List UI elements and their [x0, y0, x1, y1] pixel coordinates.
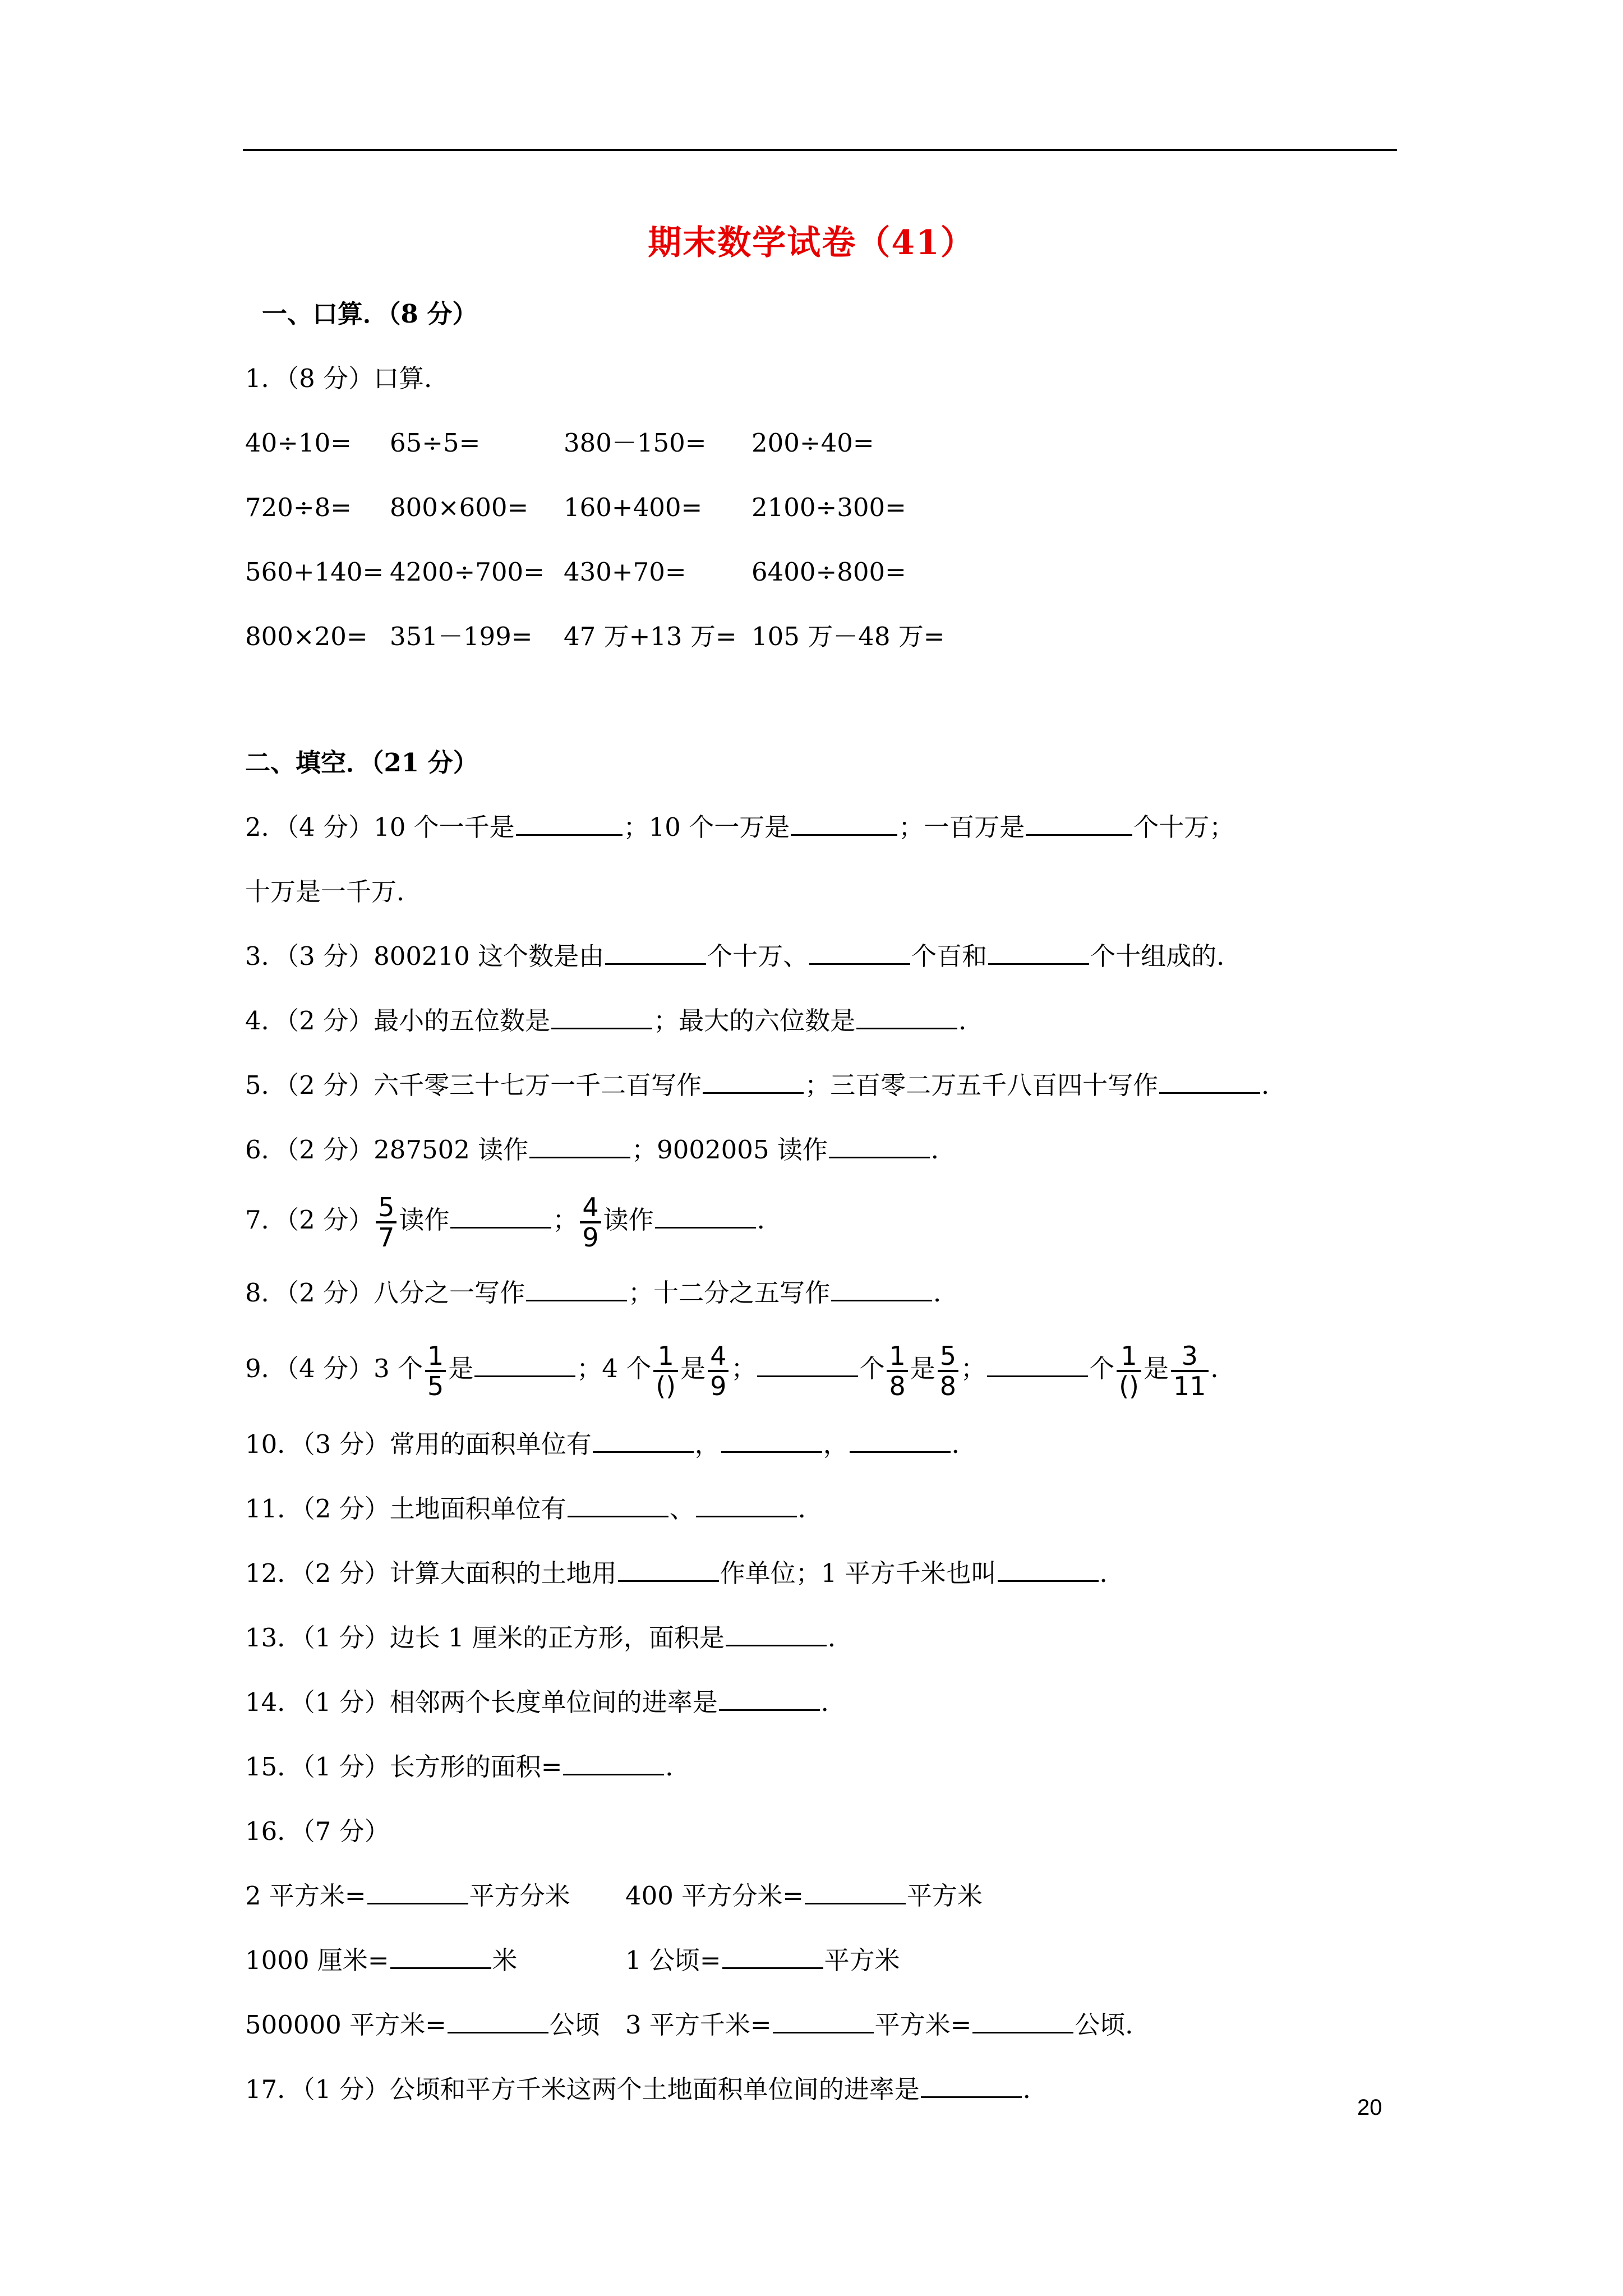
- q9-text: 个: [1089, 1354, 1115, 1383]
- q4-text: ；最大的六位数是: [653, 1006, 856, 1036]
- numerator: 3: [1171, 1342, 1209, 1372]
- answer-blank[interactable]: [721, 1428, 822, 1453]
- fraction: [887, 1342, 907, 1400]
- question-3: [245, 940, 1242, 973]
- answer-blank[interactable]: [474, 1352, 575, 1377]
- answer-blank[interactable]: [390, 1944, 491, 1969]
- q12-text: ．: [1099, 1558, 1125, 1588]
- q9-text: ；4 个: [577, 1354, 652, 1383]
- q12-text: 12．（2 分）计算大面积的土地用: [245, 1558, 617, 1588]
- q11-text: ．: [797, 1494, 823, 1524]
- answer-blank[interactable]: [1026, 811, 1132, 836]
- answer-blank[interactable]: [726, 1621, 827, 1646]
- q15-text: ．: [665, 1752, 691, 1782]
- q13-text: 13．（1 分）边长 1 厘米的正方形，面积是: [245, 1623, 725, 1653]
- section2-heading: 二、填空．（21 分）: [245, 748, 478, 777]
- answer-blank[interactable]: [791, 811, 897, 836]
- q16-text: 1000 厘米=: [245, 1945, 389, 1975]
- answer-blank[interactable]: [722, 1944, 823, 1969]
- fraction: [708, 1342, 728, 1400]
- q16-text: 500000 平方米=: [245, 2010, 446, 2040]
- answer-blank[interactable]: [367, 1879, 468, 1904]
- q7-text: ；: [552, 1205, 578, 1235]
- q6-text: 6．（2 分）287502 读作: [245, 1135, 529, 1165]
- q2-text: ；一百万是: [898, 812, 1025, 842]
- q13-text: ．: [827, 1623, 853, 1653]
- numerator: 1: [425, 1342, 446, 1372]
- denominator: 8: [939, 1370, 957, 1401]
- q9-text: 是: [448, 1354, 474, 1383]
- fraction: [376, 1193, 396, 1251]
- fraction: [938, 1342, 958, 1400]
- denominator: 9: [582, 1222, 599, 1253]
- calc-cell: 800×600=: [390, 493, 529, 522]
- section1-heading: 一、口算．（8 分）: [262, 299, 478, 329]
- denominator: 7: [378, 1222, 395, 1253]
- q8-text: ．: [933, 1278, 959, 1308]
- calc-cell: 800×20=: [245, 622, 368, 651]
- answer-blank[interactable]: [850, 1428, 951, 1453]
- question-2: [245, 811, 1234, 844]
- answer-blank[interactable]: [988, 940, 1089, 965]
- q4-text: ．: [958, 1006, 984, 1036]
- answer-blank[interactable]: [655, 1203, 756, 1228]
- answer-blank[interactable]: [516, 811, 623, 836]
- answer-blank[interactable]: [805, 1879, 906, 1904]
- question-2-line2: 十万是一千万．: [245, 877, 422, 907]
- calc-cell: 351－199=: [390, 622, 533, 651]
- answer-blank[interactable]: [551, 1004, 652, 1029]
- header-rule: [243, 149, 1397, 151]
- q17-text: 17．（1 分）公顷和平方千米这两个土地面积单位间的进率是: [245, 2074, 920, 2104]
- answer-blank[interactable]: [773, 2008, 874, 2033]
- answer-blank[interactable]: [448, 2008, 548, 2033]
- q3-text: 个十万、: [707, 941, 809, 971]
- question-12: [245, 1557, 1125, 1590]
- question-6: [245, 1133, 956, 1167]
- q9-text: 是: [1143, 1354, 1169, 1383]
- answer-blank[interactable]: [809, 940, 910, 965]
- answer-blank[interactable]: [529, 1133, 630, 1158]
- question-7: [245, 1189, 782, 1251]
- q16-row1-left: [245, 1879, 570, 1913]
- q9-text: 是: [680, 1354, 706, 1383]
- q10-text: ，: [823, 1429, 849, 1459]
- q9-text: 是: [910, 1354, 935, 1383]
- q8-text: 8．（2 分）八分之一写作: [245, 1278, 525, 1308]
- q16-text: 公顷．: [1075, 2010, 1151, 2040]
- q7-text: 读作: [603, 1205, 654, 1235]
- q16-text: 1 公顷=: [625, 1945, 721, 1975]
- q14-text: ．: [820, 1687, 846, 1717]
- q10-text: ．: [951, 1429, 977, 1459]
- question-5: [245, 1069, 1287, 1102]
- answer-blank[interactable]: [703, 1069, 804, 1094]
- denominator: (): [656, 1370, 676, 1401]
- question-8: [245, 1276, 958, 1310]
- answer-blank[interactable]: [757, 1352, 858, 1377]
- q17-text: ．: [1022, 2074, 1048, 2104]
- q7-text: ．: [757, 1205, 782, 1235]
- q16-text: 公顷: [549, 2010, 600, 2040]
- q16-text: 平方米: [824, 1945, 900, 1975]
- numerator: 1: [887, 1342, 907, 1372]
- q15-text: 15．（1 分）长方形的面积=: [245, 1752, 562, 1782]
- fraction: [653, 1342, 678, 1400]
- q3-text: 个百和: [911, 941, 988, 971]
- q7-text: 读作: [399, 1205, 450, 1235]
- calc-cell: 720÷8=: [245, 493, 352, 522]
- q3-text: 3．（3 分）800210 这个数是由: [245, 941, 605, 971]
- question-4: [245, 1004, 984, 1038]
- q10-text: 10．（3 分）常用的面积单位有: [245, 1429, 592, 1459]
- calc-cell: 40÷10=: [245, 428, 352, 458]
- q8-text: ；十二分之五写作: [628, 1278, 831, 1308]
- q16-text: 平方分米: [469, 1881, 570, 1911]
- numerator: 5: [938, 1342, 958, 1372]
- q16-row3-right: [625, 2008, 1150, 2042]
- q11-text: 、: [669, 1494, 695, 1524]
- calc-cell: 6400÷800=: [751, 557, 906, 587]
- denominator: (): [1119, 1370, 1139, 1401]
- q16-row1-right: [625, 1879, 983, 1913]
- q1-label: 1．（8 分）口算．: [245, 364, 450, 393]
- question-11: [245, 1492, 823, 1526]
- q5-text: ；三百零二万五千八百四十写作: [805, 1070, 1159, 1100]
- question-15: [245, 1750, 690, 1784]
- numerator: 1: [1117, 1342, 1141, 1372]
- calc-cell: 2100÷300=: [751, 493, 906, 522]
- calc-cell: 380－150=: [564, 428, 707, 458]
- answer-blank[interactable]: [998, 1557, 1099, 1582]
- q7-text: 7．（2 分）: [245, 1205, 374, 1235]
- q16-text: 平方米: [906, 1881, 983, 1911]
- q16-text: 400 平方分米=: [625, 1881, 804, 1911]
- calc-cell: 430+70=: [564, 557, 686, 587]
- fraction: [580, 1193, 601, 1251]
- calc-cell: 47 万+13 万=: [564, 622, 737, 651]
- fraction: [1171, 1342, 1209, 1400]
- q12-text: 作单位；1 平方千米也叫: [720, 1558, 997, 1588]
- question-10: [245, 1428, 977, 1461]
- numerator: 5: [376, 1193, 396, 1223]
- question-14: [245, 1686, 846, 1719]
- q14-text: 14．（1 分）相邻两个长度单位间的进率是: [245, 1687, 718, 1717]
- q2-text: ；10 个一万是: [623, 812, 790, 842]
- answer-blank[interactable]: [921, 2073, 1022, 2098]
- answer-blank[interactable]: [526, 1276, 627, 1301]
- answer-blank[interactable]: [719, 1686, 820, 1711]
- q16-text: 米: [492, 1945, 518, 1975]
- answer-blank[interactable]: [856, 1004, 957, 1029]
- answer-blank[interactable]: [829, 1133, 930, 1158]
- q16-text: 2 平方米=: [245, 1881, 366, 1911]
- question-9: [245, 1338, 1236, 1400]
- q16-row3-left: [245, 2008, 600, 2042]
- numerator: 1: [653, 1342, 678, 1372]
- answer-blank[interactable]: [605, 940, 706, 965]
- fraction: [425, 1342, 446, 1400]
- answer-blank[interactable]: [450, 1203, 551, 1228]
- answer-blank[interactable]: [831, 1276, 932, 1301]
- q11-text: 11．（2 分）土地面积单位有: [245, 1494, 566, 1524]
- question-16-label: 16．（7 分）: [245, 1816, 390, 1846]
- question-17: [245, 2073, 1048, 2106]
- answer-blank[interactable]: [618, 1557, 719, 1582]
- q16-row2-left: [245, 1944, 518, 1977]
- q4-text: 4．（2 分）最小的五位数是: [245, 1006, 551, 1036]
- calc-cell: 105 万－48 万=: [751, 622, 945, 651]
- calc-cell: 200÷40=: [751, 428, 874, 458]
- answer-blank[interactable]: [1159, 1069, 1260, 1094]
- denominator: 5: [427, 1370, 444, 1401]
- calc-cell: 65÷5=: [390, 428, 481, 458]
- numerator: 4: [708, 1342, 728, 1372]
- numerator: 4: [580, 1193, 601, 1223]
- calc-cell: 160+400=: [564, 493, 703, 522]
- q9-text: ．: [1210, 1354, 1236, 1383]
- q5-text: ．: [1261, 1070, 1287, 1100]
- fraction: [1117, 1342, 1141, 1400]
- q9-text: ；: [961, 1354, 986, 1383]
- denominator: 8: [889, 1370, 906, 1401]
- q16-row2-right: [625, 1944, 900, 1977]
- answer-blank[interactable]: [568, 1492, 668, 1517]
- q3-text: 个十组成的．: [1090, 941, 1242, 971]
- q2-text: 个十万；: [1133, 812, 1235, 842]
- q16-text: 平方米=: [874, 2010, 972, 2040]
- q5-text: 5．（2 分）六千零三十七万一千二百写作: [245, 1070, 702, 1100]
- calc-cell: 4200÷700=: [390, 557, 545, 587]
- page-number: 20: [1357, 2095, 1382, 2120]
- page-title: 期末数学试卷（41）: [648, 223, 975, 263]
- q6-text: ；9002005 读作: [631, 1135, 828, 1165]
- q16-text: 3 平方千米=: [625, 2010, 772, 2040]
- answer-blank[interactable]: [972, 2008, 1073, 2033]
- answer-blank[interactable]: [593, 1428, 694, 1453]
- answer-blank[interactable]: [987, 1352, 1088, 1377]
- calc-cell: 560+140=: [245, 557, 384, 587]
- q9-text: 9．（4 分）3 个: [245, 1354, 423, 1383]
- q9-text: ；: [731, 1354, 757, 1383]
- q10-text: ，: [694, 1429, 720, 1459]
- q6-text: ．: [930, 1135, 956, 1165]
- denominator: 9: [710, 1370, 727, 1401]
- q9-text: 个: [859, 1354, 885, 1383]
- denominator: 11: [1173, 1370, 1206, 1401]
- answer-blank[interactable]: [563, 1750, 664, 1775]
- question-13: [245, 1621, 853, 1655]
- q2-text: 2．（4 分）10 个一千是: [245, 812, 515, 842]
- answer-blank[interactable]: [696, 1492, 797, 1517]
